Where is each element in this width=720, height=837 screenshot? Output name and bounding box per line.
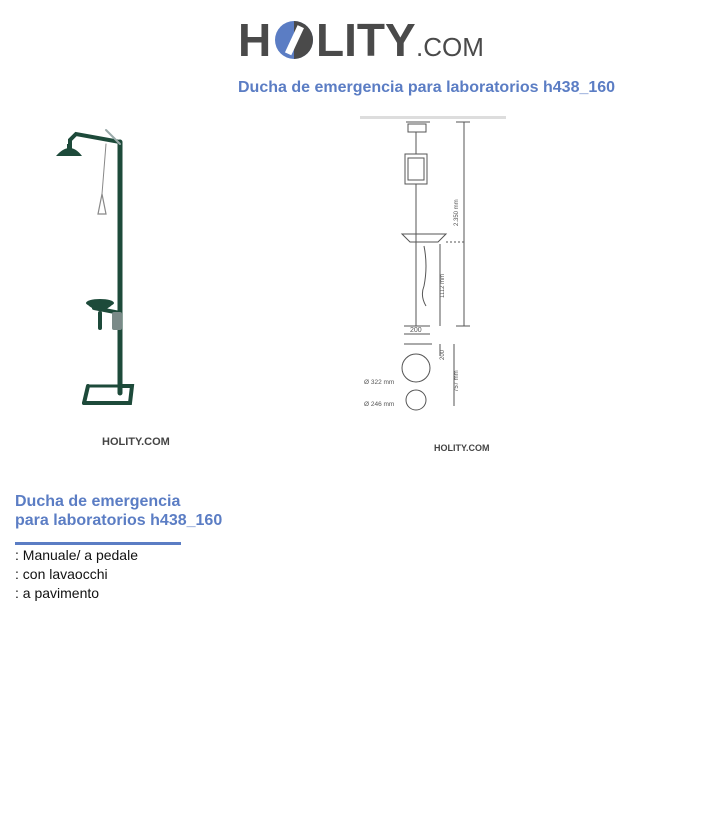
dim-bowl-diameter: Ø 322 mm	[364, 379, 395, 386]
feature-item: : con lavaocchi	[15, 566, 108, 582]
holity-logo	[238, 12, 488, 68]
product-image-shower	[48, 118, 178, 458]
dim-bowl-height: 1112 mm	[440, 273, 446, 298]
dim-depth: 200	[440, 349, 446, 360]
product-title	[15, 492, 222, 530]
feature-item: : a pavimento	[15, 585, 100, 601]
title-divider	[15, 542, 181, 545]
feature-item: : Manuale/ a pedale	[15, 547, 138, 563]
logo-suffix: .COM	[416, 32, 484, 62]
left-image-watermark: HOLITY.COM	[102, 436, 170, 448]
logo-o-mark	[275, 21, 313, 59]
feature-list	[15, 546, 138, 603]
logo-letter-h: H	[238, 14, 272, 66]
dim-base-diameter: Ø 246 mm	[364, 401, 395, 408]
product-image-technical-drawing	[358, 116, 508, 456]
right-image-watermark: HOLITY.COM	[434, 443, 490, 453]
product-title-line1: Ducha de emergencia	[15, 493, 181, 510]
product-title-line2: para laboratorios h438_160	[15, 512, 223, 529]
logo-word: LITY	[316, 14, 416, 66]
dim-width: 200	[410, 327, 422, 334]
dim-plan-height: 757 mm	[454, 370, 460, 392]
dim-total-height: 2.350 mm	[454, 199, 460, 226]
page-title: Ducha de emergencia para laboratorios h438_160	[238, 79, 616, 96]
